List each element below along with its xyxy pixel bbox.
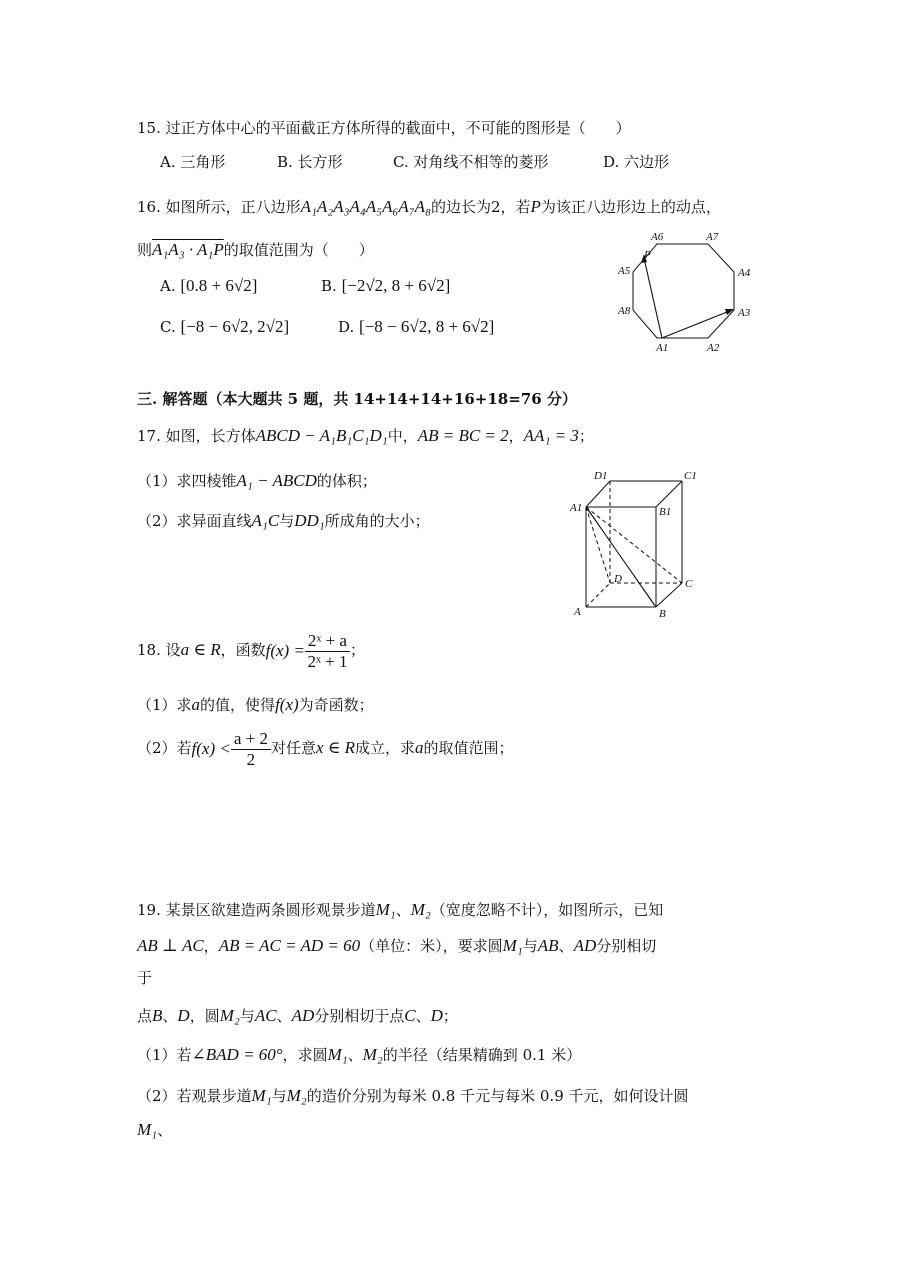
q15-stem: 15. 过正方体中心的平面截正方体所得的截面中，不可能的图形是（ ） [137,119,631,137]
q16-line2-prefix: 则 [137,241,153,259]
q17-sep: ， [508,427,524,445]
q19-p1-mid: ，求圆 [282,1046,328,1064]
q19-l4-prefix: 点 [137,1007,153,1025]
q16-opt-b-value: [−2√2, 8 + 6√2] [341,276,451,295]
q16-opt-c-value: [−8 − 6√2, 2√2] [180,317,290,336]
label-d: D [614,573,622,585]
q19-l4-mid: 分别相切于点 [314,1007,405,1025]
q17-p2-mid: 与 [279,512,295,530]
q19-l2-dun: 、 [558,937,574,955]
q19-part2 [137,1086,689,1106]
q19-l4-d: D [177,1006,190,1025]
q19-p1-angle: ∠BAD = 60° [191,1045,283,1064]
label-a1-cuboid: A1 [570,502,583,514]
q18-p2-mid: 对任意 [271,739,317,757]
q16-option-c [160,317,289,337]
q16-opt-d-value: [−8 − 6√2, 8 + 6√2] [359,317,495,336]
q19-l4-dun2: 、 [276,1007,292,1025]
q19-m2: M₂ [410,900,431,919]
q19-line1 [137,900,663,920]
q18-p1-a: a [191,695,201,714]
q18-end: ； [349,641,365,659]
q19-l2-m1: M₁ [502,936,523,955]
q16-option-d [338,317,494,337]
q16-option-a [160,276,257,296]
q19-l4-d2: D [430,1006,443,1025]
label-a8: A8 [618,305,631,317]
q18-mid: ，函数 [220,641,266,659]
q19-p2-with: 与 [271,1087,287,1105]
q19-l4-dun3: 、 [415,1007,431,1025]
q19-dun: 、 [395,901,411,919]
q19-l4-end: ； [442,1007,458,1025]
label-b: B [659,608,666,620]
q16-mid: 的边长为2，若 [430,198,531,216]
q17-p1-expr: A₁ − ABCD [236,471,317,490]
q18-a-in-r: a ∈ R [180,640,221,659]
q19-l4-c: C [404,1006,416,1025]
label-a4: A4 [738,267,751,279]
q19-p2-m1: M₁ [251,1086,272,1105]
q16-num: 16. 如图所示，正八边形 [137,198,301,216]
q19-p1-m1: M₁ [327,1045,348,1064]
q18-p2-fraction [231,729,271,770]
q18-p2-numerator: a + 2 [231,729,271,750]
q17-p1-prefix: （1）求四棱锥 [137,472,237,490]
q16-opt-a-label: A. [160,277,176,295]
q19-unit: （单位：米），要求圆 [360,937,503,955]
q18-p2-a: a [415,738,424,757]
q15-option-c: C. 对角线不相等的菱形 [393,153,549,171]
q19-l2-tail: 分别相切 [596,937,657,955]
q18-p2-ineq: f(x) < [191,739,231,758]
q18-fraction [305,631,350,672]
q18-p2-denominator: 2 [246,749,256,769]
q19-l2-with: 与 [522,937,538,955]
q19-perp: AB ⊥ AC [137,936,204,955]
q19-p2-end: 、 [157,1121,173,1139]
label-b1: B1 [659,506,672,518]
octagon-figure [612,228,762,354]
q19-line4 [137,1006,458,1026]
q17-prefix: 17. 如图，长方体 [137,427,256,445]
label-a: A [574,606,581,618]
q19-l4-m2: M₂ [219,1006,240,1025]
q18-part2 [137,726,514,771]
q17-stem [137,426,594,446]
q19-p1-prefix: （1）若 [137,1046,192,1064]
q19-p1-suffix: 的半径（结果精确到 0.1 米） [382,1046,582,1064]
q17-part2 [137,511,430,531]
q19-p2-m1b: M₁ [137,1120,158,1139]
q16-option-b [321,276,450,296]
q19-line2 [137,936,656,956]
q17-cond1: AB = BC = 2 [417,426,509,445]
label-a6: A6 [651,231,664,243]
q19-l4-dun: 、 [162,1007,178,1025]
q18-prefix: 18. 设 [137,641,181,659]
q18-p1-fx: f(x) [275,695,299,714]
q19-l1-prefix: 19. 某景区欲建造两条圆形观景步道 [137,901,376,919]
label-a2: A2 [707,342,720,354]
q18-denominator: 2ˣ + 1 [307,651,348,671]
q19-p1-dun: 、 [347,1046,363,1064]
section3-title: 三. 解答题（本大题共 5 题，共 14+14+14+16+18=76 分） [137,390,577,408]
q19-l2-ad: AD [573,936,597,955]
q15-option-b: B. 长方形 [277,153,343,171]
q16-opt-a-value: [0.8 + 6√2] [180,276,258,295]
label-a1: A1 [656,342,669,354]
q16-opt-d-label: D. [338,318,355,336]
q18-p1-prefix: （1）求 [137,696,192,714]
label-d1: D1 [594,470,608,482]
q16-p: P [530,197,541,216]
q19-p2-m2: M₂ [286,1086,307,1105]
q15-option-d: D. 六边形 [603,153,670,171]
label-a7: A7 [706,231,719,243]
q17-p2-suffix: 所成角的大小； [324,512,430,530]
label-a3: A3 [738,307,751,319]
q17-solid: ABCD − A₁B₁C₁D₁ [255,426,388,445]
q19-p1-m2: M₂ [362,1045,383,1064]
q19-part2-cont [137,1120,172,1140]
label-c: C [685,578,693,590]
q19-p2-suffix: 的造价分别为每米 0.8 千元与每米 0.9 千元，如何设计圆 [306,1087,689,1105]
q17-p2-expr1: A₁C [251,511,280,530]
q17-mid: 中， [387,427,418,445]
q18-p2-x: x ∈ R [316,738,356,757]
q19-l4-with: 与 [239,1007,255,1025]
q16-opt-c-label: C. [160,318,176,336]
label-c1: C1 [684,470,697,482]
q19-l2-ab: AB [537,936,559,955]
q16-opt-b-label: B. [321,277,337,295]
q16-stem [137,197,721,217]
q19-p2-prefix: （2）若观景步道 [137,1087,252,1105]
q16-line2 [137,240,374,260]
q19-eq: AB = AC = AD = 60 [218,936,361,955]
q17-p2-expr2: DD₁ [294,511,325,530]
q18-p1-mid: 的值，使得 [200,696,276,714]
q19-comma: ， [203,937,219,955]
q19-l1-suffix: （宽度忽略不计），如图所示，已知 [430,901,664,919]
q17-part1 [137,471,377,491]
q19-l4-ad: AD [291,1006,315,1025]
q17-cond2: AA₁ = 3 [523,426,579,445]
q18-part1 [137,695,374,715]
q18-p2-suffix: 的取值范围； [423,739,514,757]
q17-end: ； [578,427,594,445]
q16-tail: 为该正八边形边上的动点， [540,198,721,216]
q18-p2-prefix: （2）若 [137,739,192,757]
label-a5: A5 [618,265,631,277]
label-p: P [644,249,651,261]
cuboid-figure [566,465,706,625]
q19-line3: 于 [137,969,153,987]
q19-part1 [137,1045,581,1065]
q18-p2-mid2: 成立，求 [355,739,416,757]
q18-fx: f(x) = [265,641,305,660]
q19-l4-b: B [152,1006,163,1025]
q19-l4-circle: ，圆 [189,1007,220,1025]
q17-p2-prefix: （2）求异面直线 [137,512,252,530]
q18-numerator: 2ˣ + a [305,631,350,652]
q17-p1-suffix: 的体积； [316,472,377,490]
q16-dot-expr: A₁A₃ · A₁P [152,240,224,259]
q19-m1: M₁ [375,900,396,919]
q19-l4-ac: AC [254,1006,277,1025]
q18-stem [137,628,365,673]
q15-option-a: A. 三角形 [160,153,226,171]
q18-p1-suffix: 为奇函数； [298,696,374,714]
q16-octagon: A₁A₂A₃A₄A₅A₆A₇A₈ [300,197,431,216]
q16-line2-suffix: 的取值范围为（ ） [223,241,374,259]
